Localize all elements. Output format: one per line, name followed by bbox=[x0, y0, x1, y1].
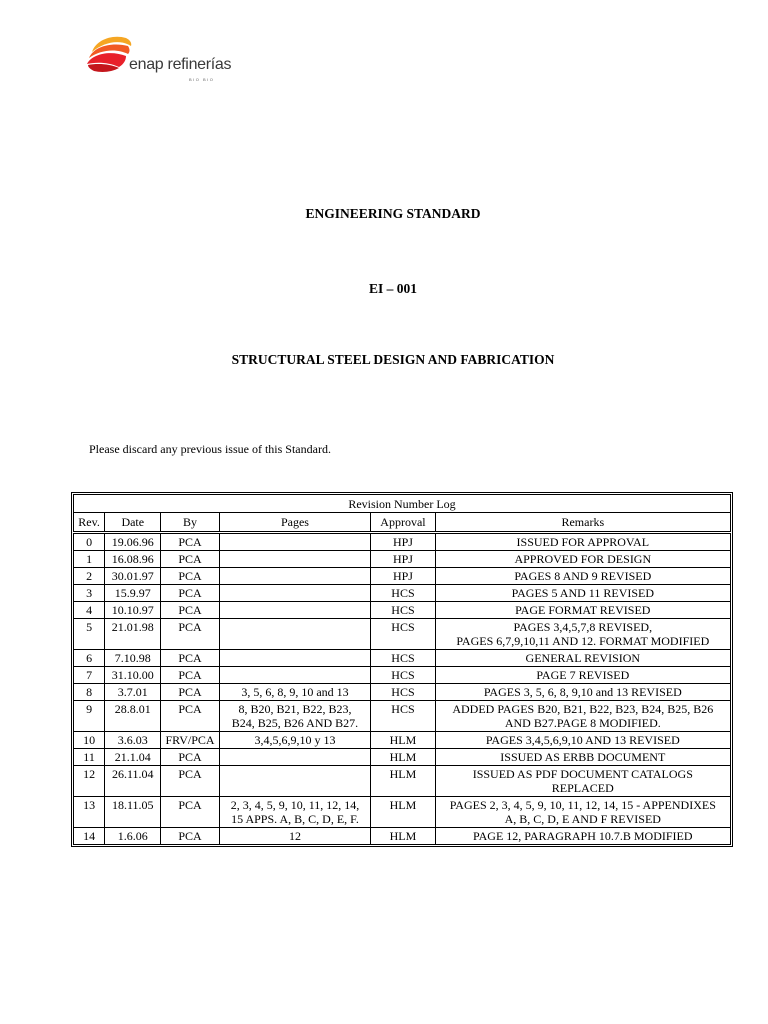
date-cell bbox=[105, 701, 161, 732]
approval-cell bbox=[371, 619, 435, 650]
rev-cell-text: 13 bbox=[83, 798, 96, 812]
approval-cell bbox=[371, 828, 435, 845]
rev-cell-text: 14 bbox=[83, 829, 96, 843]
remarks-cell bbox=[435, 684, 730, 701]
by-cell bbox=[161, 828, 219, 845]
approval-cell-text: HLM bbox=[389, 733, 417, 747]
remarks-cell bbox=[435, 732, 730, 749]
approval-cell bbox=[371, 585, 435, 602]
rev-cell bbox=[74, 602, 105, 619]
rev-cell-text: 8 bbox=[86, 685, 93, 699]
rev-cell-text: 12 bbox=[83, 767, 96, 781]
rev-cell-text: 3 bbox=[86, 586, 93, 600]
pages-cell bbox=[219, 684, 371, 701]
approval-cell-text: HPJ bbox=[392, 569, 413, 583]
pages-cell bbox=[219, 585, 371, 602]
rev-cell bbox=[74, 533, 105, 551]
remarks-cell bbox=[435, 667, 730, 684]
revision-row bbox=[74, 701, 731, 732]
by-cell-text: PCA bbox=[178, 798, 202, 812]
by-cell bbox=[161, 797, 219, 828]
document-category: ENGINEERING STANDARD bbox=[305, 206, 481, 221]
remarks-cell-text: APPROVED FOR DESIGN bbox=[514, 552, 652, 566]
revision-row bbox=[74, 533, 731, 551]
pages-cell-text-line-2: 15 APPS. A, B, C, D, E, F. bbox=[231, 812, 359, 826]
date-cell bbox=[105, 551, 161, 568]
by-cell-text: PCA bbox=[178, 829, 202, 843]
company-logo bbox=[86, 34, 232, 84]
date-cell bbox=[105, 533, 161, 551]
date-cell bbox=[105, 619, 161, 650]
by-cell-text: PCA bbox=[178, 651, 202, 665]
approval-cell-text: HCS bbox=[391, 651, 415, 665]
approval-cell-text: HPJ bbox=[392, 535, 413, 549]
approval-cell bbox=[371, 732, 435, 749]
revision-row bbox=[74, 619, 731, 650]
by-cell bbox=[161, 602, 219, 619]
pages-cell bbox=[219, 797, 371, 828]
date-cell bbox=[105, 585, 161, 602]
approval-cell-text: HCS bbox=[391, 702, 415, 716]
remarks-cell bbox=[435, 797, 730, 828]
pages-cell bbox=[219, 828, 371, 845]
pages-cell bbox=[219, 766, 371, 797]
pages-cell-text: 12 bbox=[288, 829, 301, 843]
by-cell-text: FRV/PCA bbox=[165, 733, 215, 747]
date-cell-text: 28.8.01 bbox=[114, 702, 151, 716]
revision-row bbox=[74, 732, 731, 749]
pages-cell bbox=[219, 533, 371, 551]
remarks-cell-text-line-2: REPLACED bbox=[551, 781, 614, 795]
pages-cell bbox=[219, 619, 371, 650]
column-header-approval: Approval bbox=[371, 513, 435, 533]
remarks-cell bbox=[435, 766, 730, 797]
date-cell-text: 31.10.00 bbox=[111, 668, 154, 682]
by-cell bbox=[161, 732, 219, 749]
remarks-cell bbox=[435, 568, 730, 585]
approval-cell-text: HCS bbox=[391, 620, 415, 634]
revision-row bbox=[74, 568, 731, 585]
remarks-cell bbox=[435, 828, 730, 845]
rev-cell-text: 9 bbox=[86, 702, 93, 716]
remarks-cell-text: ISSUED AS ERBB DOCUMENT bbox=[500, 750, 666, 764]
date-cell-text: 1.6.06 bbox=[117, 829, 148, 843]
by-cell-text: PCA bbox=[178, 603, 202, 617]
date-cell-text: 3.6.03 bbox=[117, 733, 148, 747]
pages-cell bbox=[219, 602, 371, 619]
rev-cell bbox=[74, 828, 105, 845]
pages-cell bbox=[219, 667, 371, 684]
remarks-cell-text: GENERAL REVISION bbox=[525, 651, 641, 665]
revision-log-rows bbox=[74, 533, 731, 845]
rev-cell bbox=[74, 568, 105, 585]
by-cell bbox=[161, 619, 219, 650]
remarks-cell-text: PAGES 8 AND 9 REVISED bbox=[514, 569, 652, 583]
date-cell-text: 30.01.97 bbox=[111, 569, 154, 583]
revision-row bbox=[74, 551, 731, 568]
remarks-cell bbox=[435, 551, 730, 568]
approval-cell bbox=[371, 766, 435, 797]
remarks-cell-text: PAGES 3,4,5,7,8 REVISED, bbox=[513, 620, 653, 634]
by-cell bbox=[161, 684, 219, 701]
approval-cell bbox=[371, 650, 435, 667]
approval-cell bbox=[371, 667, 435, 684]
column-header-by: By bbox=[161, 513, 219, 533]
revision-row bbox=[74, 797, 731, 828]
approval-cell-text: HCS bbox=[391, 603, 415, 617]
by-cell bbox=[161, 551, 219, 568]
approval-cell bbox=[371, 749, 435, 766]
rev-cell bbox=[74, 619, 105, 650]
date-cell-text: 7.10.98 bbox=[114, 651, 151, 665]
by-cell bbox=[161, 650, 219, 667]
remarks-cell bbox=[435, 533, 730, 551]
date-cell-text: 19.06.96 bbox=[111, 535, 154, 549]
rev-cell bbox=[74, 701, 105, 732]
by-cell-text: PCA bbox=[178, 620, 202, 634]
date-cell bbox=[105, 828, 161, 845]
by-cell-text: PCA bbox=[178, 767, 202, 781]
approval-cell bbox=[371, 568, 435, 585]
rev-cell bbox=[74, 585, 105, 602]
approval-cell-text: HPJ bbox=[392, 552, 413, 566]
date-cell bbox=[105, 749, 161, 766]
date-cell bbox=[105, 568, 161, 585]
rev-cell bbox=[74, 667, 105, 684]
remarks-cell bbox=[435, 650, 730, 667]
date-cell-text: 21.1.04 bbox=[114, 750, 151, 764]
remarks-cell-text: ADDED PAGES B20, B21, B22, B23, B24, B25, B26 bbox=[452, 702, 714, 716]
revision-log-caption: Revision Number Log bbox=[74, 495, 731, 513]
remarks-cell-text: ISSUED FOR APPROVAL bbox=[516, 535, 650, 549]
date-cell-text: 3.7.01 bbox=[117, 685, 148, 699]
by-cell-text: PCA bbox=[178, 685, 202, 699]
approval-cell bbox=[371, 551, 435, 568]
rev-cell bbox=[74, 551, 105, 568]
approval-cell-text: HLM bbox=[389, 798, 417, 812]
column-header-date: Date bbox=[105, 513, 161, 533]
approval-cell-text: HLM bbox=[389, 767, 417, 781]
pages-cell-text: 8, B20, B21, B22, B23, bbox=[238, 702, 352, 716]
remarks-cell bbox=[435, 585, 730, 602]
logo-wordmark: enap refinerías bbox=[129, 56, 232, 73]
approval-cell-text: HCS bbox=[391, 685, 415, 699]
remarks-cell-text-line-2: A, B, C, D, E AND F REVISED bbox=[504, 812, 661, 826]
pages-cell bbox=[219, 732, 371, 749]
pages-cell-text-line-2: B24, B25, B26 AND B27. bbox=[231, 716, 359, 730]
pages-cell-text: 2, 3, 4, 5, 9, 10, 11, 12, 14, bbox=[230, 798, 360, 812]
column-header-pages: Pages bbox=[219, 513, 371, 533]
by-cell-text: PCA bbox=[178, 668, 202, 682]
revision-row bbox=[74, 828, 731, 845]
approval-cell bbox=[371, 684, 435, 701]
remarks-cell bbox=[435, 619, 730, 650]
approval-cell bbox=[371, 602, 435, 619]
date-cell bbox=[105, 766, 161, 797]
rev-cell-text: 7 bbox=[86, 668, 93, 682]
remarks-cell-text-line-2: AND B27.PAGE 8 MODIFIED. bbox=[504, 716, 661, 730]
rev-cell-text: 5 bbox=[86, 620, 93, 634]
by-cell bbox=[161, 533, 219, 551]
rev-cell bbox=[74, 684, 105, 701]
column-header-rev: Rev. bbox=[74, 513, 105, 533]
logo-subtitle: BIO BIO bbox=[189, 77, 215, 82]
date-cell-text: 21.01.98 bbox=[111, 620, 154, 634]
rev-cell-text: 6 bbox=[86, 651, 93, 665]
rev-cell bbox=[74, 650, 105, 667]
pages-cell bbox=[219, 749, 371, 766]
approval-cell-text: HCS bbox=[391, 668, 415, 682]
document-code: EI – 001 bbox=[368, 281, 417, 296]
pages-cell-text: 3, 5, 6, 8, 9, 10 and 13 bbox=[241, 685, 349, 699]
revision-row bbox=[74, 766, 731, 797]
by-cell bbox=[161, 585, 219, 602]
date-cell-text: 26.11.04 bbox=[111, 767, 154, 781]
by-cell bbox=[161, 568, 219, 585]
rev-cell-text: 0 bbox=[86, 535, 93, 549]
by-cell-text: PCA bbox=[178, 552, 202, 566]
revision-row bbox=[74, 749, 731, 766]
remarks-cell bbox=[435, 602, 730, 619]
revision-row bbox=[74, 684, 731, 701]
date-cell bbox=[105, 602, 161, 619]
approval-cell-text: HCS bbox=[391, 586, 415, 600]
date-cell-text: 15.9.97 bbox=[114, 586, 151, 600]
remarks-cell-text: PAGES 3, 5, 6, 8, 9,10 and 13 REVISED bbox=[483, 685, 682, 699]
date-cell-text: 10.10.97 bbox=[111, 603, 154, 617]
date-cell bbox=[105, 732, 161, 749]
remarks-cell-text: PAGE 7 REVISED bbox=[536, 668, 630, 682]
by-cell-text: PCA bbox=[178, 586, 202, 600]
pages-cell bbox=[219, 568, 371, 585]
revision-row bbox=[74, 650, 731, 667]
approval-cell bbox=[371, 701, 435, 732]
rev-cell bbox=[74, 732, 105, 749]
revision-row bbox=[74, 667, 731, 684]
by-cell-text: PCA bbox=[178, 535, 202, 549]
date-cell bbox=[105, 667, 161, 684]
rev-cell-text: 4 bbox=[86, 603, 93, 617]
rev-cell-text: 11 bbox=[83, 750, 95, 764]
rev-cell-text: 2 bbox=[86, 569, 93, 583]
discard-notice: Please discard any previous issue of this Standard. bbox=[89, 442, 331, 456]
remarks-cell-text: ISSUED AS PDF DOCUMENT CATALOGS bbox=[472, 767, 693, 781]
column-header-remarks: Remarks bbox=[435, 513, 730, 533]
by-cell-text: PCA bbox=[178, 569, 202, 583]
by-cell bbox=[161, 749, 219, 766]
remarks-cell-text: PAGES 5 AND 11 REVISED bbox=[511, 586, 655, 600]
remarks-cell bbox=[435, 749, 730, 766]
date-cell bbox=[105, 684, 161, 701]
remarks-cell-text: PAGE FORMAT REVISED bbox=[515, 603, 651, 617]
pages-cell bbox=[219, 701, 371, 732]
remarks-cell-text: PAGES 3,4,5,6,9,10 AND 13 REVISED bbox=[485, 733, 680, 747]
remarks-cell-text: PAGES 2, 3, 4, 5, 9, 10, 11, 12, 14, 15 - APPENDIXES bbox=[449, 798, 716, 812]
date-cell bbox=[105, 797, 161, 828]
rev-cell-text: 1 bbox=[86, 552, 93, 566]
revision-log-table bbox=[71, 492, 733, 847]
pages-cell bbox=[219, 551, 371, 568]
rev-cell bbox=[74, 749, 105, 766]
revision-row bbox=[74, 585, 731, 602]
revision-row bbox=[74, 602, 731, 619]
document-title: STRUCTURAL STEEL DESIGN AND FABRICATION bbox=[231, 352, 555, 367]
by-cell-text: PCA bbox=[178, 750, 202, 764]
remarks-cell-text-line-2: PAGES 6,7,9,10,11 AND 12. FORMAT MODIFIED bbox=[456, 634, 710, 648]
approval-cell bbox=[371, 533, 435, 551]
by-cell bbox=[161, 701, 219, 732]
remarks-cell-text: PAGE 12, PARAGRAPH 10.7.B MODIFIED bbox=[473, 829, 693, 843]
approval-cell bbox=[371, 797, 435, 828]
pages-cell-text: 3,4,5,6,9,10 y 13 bbox=[254, 733, 336, 747]
by-cell-text: PCA bbox=[178, 702, 202, 716]
date-cell bbox=[105, 650, 161, 667]
by-cell bbox=[161, 766, 219, 797]
rev-cell-text: 10 bbox=[83, 733, 96, 747]
remarks-cell bbox=[435, 701, 730, 732]
rev-cell bbox=[74, 766, 105, 797]
approval-cell-text: HLM bbox=[389, 750, 417, 764]
date-cell-text: 18.11.05 bbox=[111, 798, 154, 812]
approval-cell-text: HLM bbox=[389, 829, 417, 843]
by-cell bbox=[161, 667, 219, 684]
rev-cell bbox=[74, 797, 105, 828]
pages-cell bbox=[219, 650, 371, 667]
date-cell-text: 16.08.96 bbox=[111, 552, 154, 566]
